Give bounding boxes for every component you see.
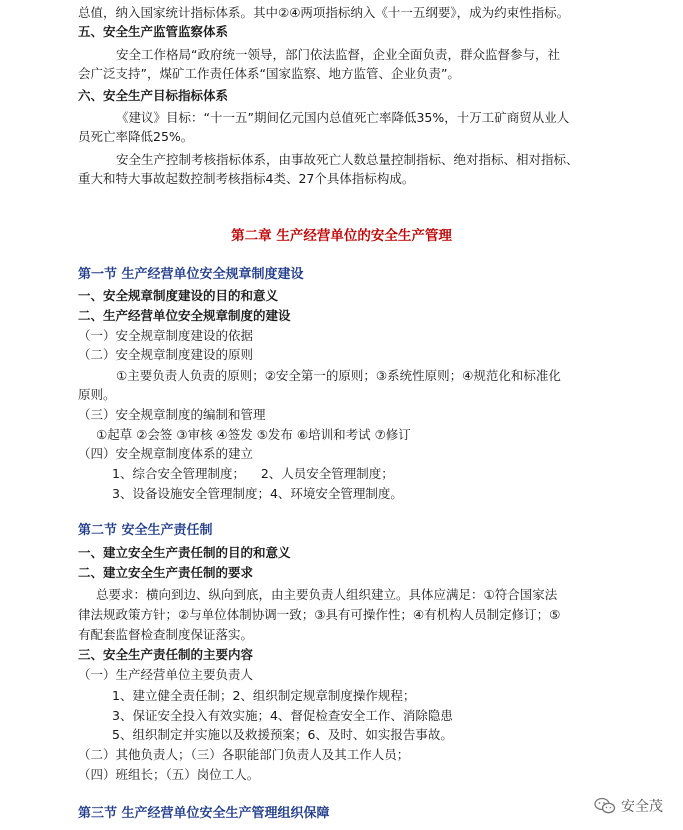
text-line: 1、综合安全管理制度； 2、人员安全管理制度； xyxy=(112,466,394,481)
text-line: （一）安全规章制度建设的依据 xyxy=(78,328,254,343)
text-line: 总要求：横向到边、纵向到底，由主要负责人组织建立。具体应满足：①符合国家法 xyxy=(96,587,558,602)
text-line: 员死亡率降低25%。 xyxy=(78,129,194,144)
text-line: 1、建立健全责任制；2、组织制定规章制度操作规程； xyxy=(112,688,416,703)
text-line: （二）安全规章制度建设的原则 xyxy=(78,347,254,362)
wechat-icon xyxy=(594,797,616,815)
text-line: （三）安全规章制度的编制和管理 xyxy=(78,407,266,422)
section-title-2: 第二节 安全生产责任制 xyxy=(78,523,213,538)
text-line: ①主要负责人负责的原则；②安全第一的原则；③系统性原则；④规范化和标准化 xyxy=(116,368,561,383)
watermark xyxy=(594,796,663,816)
section-title-1: 第一节 生产经营单位安全规章制度建设 xyxy=(78,267,304,282)
text-line: 会广泛支持”，煤矿工作责任体系“国家监察、地方监管、企业负责”。 xyxy=(78,66,460,81)
text-line: 3、设备设施安全管理制度；4、环境安全管理制度。 xyxy=(112,486,403,501)
subheading: 一、安全规章制度建设的目的和意义 xyxy=(78,288,279,303)
text-line: 5、组织制定并实施以及救援预案；6、及时、如实报告事故。 xyxy=(112,727,453,742)
subheading: 三、安全生产责任制的主要内容 xyxy=(78,647,254,662)
chapter-title: 第二章 生产经营单位的安全生产管理 xyxy=(231,228,452,244)
text-line: 重大和特大事故起数控制考核指标4类、27个具体指标构成。 xyxy=(78,171,415,186)
subheading: 二、生产经营单位安全规章制度的建设 xyxy=(78,308,291,323)
text-line: （一）生产经营单位主要负责人 xyxy=(78,667,254,682)
section-heading-6: 六、安全生产目标指标体系 xyxy=(78,88,229,103)
subheading: 二、建立安全生产责任制的要求 xyxy=(78,565,254,580)
text-line: 总值，纳入国家统计指标体系。其中②④两项指标纳入《十一五纲要》，成为约束性指标。 xyxy=(78,5,570,20)
text-line: 安全生产控制考核指标体系，由事故死亡人数总量控制指标、绝对指标、相对指标、 xyxy=(116,152,579,167)
watermark-label: 安全茂 xyxy=(621,799,663,815)
section-heading-5: 五、安全生产监管监察体系 xyxy=(78,24,229,39)
text-line: （二）其他负责人；（三）各职能部门负责人及其工作人员； xyxy=(78,747,410,762)
text-line: 3、保证安全投入有效实施；4、督促检查安全工作、消除隐患 xyxy=(112,708,453,723)
text-line: 《建议》目标：“十一五”期间亿元国内总值死亡率降低35%，十万工矿商贸从业人 xyxy=(116,110,570,125)
text-line: ①起草 ②会签 ③审核 ④签发 ⑤发布 ⑥培训和考试 ⑦修订 xyxy=(96,427,411,442)
text-line: 安全工作格局“政府统一领导，部门依法监督，企业全面负责，群众监督参与，社 xyxy=(116,47,560,62)
text-line: （四）班组长；（五）岗位工人。 xyxy=(78,767,260,782)
text-line: 原则。 xyxy=(78,387,116,402)
subheading: 一、建立安全生产责任制的目的和意义 xyxy=(78,545,291,560)
section-title-3: 第三节 生产经营单位安全生产管理组织保障 xyxy=(78,806,330,821)
text-line: （四）安全规章制度体系的建立 xyxy=(78,446,254,461)
text-line: 有配套监督检查制度保证落实。 xyxy=(78,627,254,642)
text-line: 律法规政策方针；②与单位体制协调一致；③具有可操作性；④有机构人员制定修订；⑤ xyxy=(78,607,561,622)
